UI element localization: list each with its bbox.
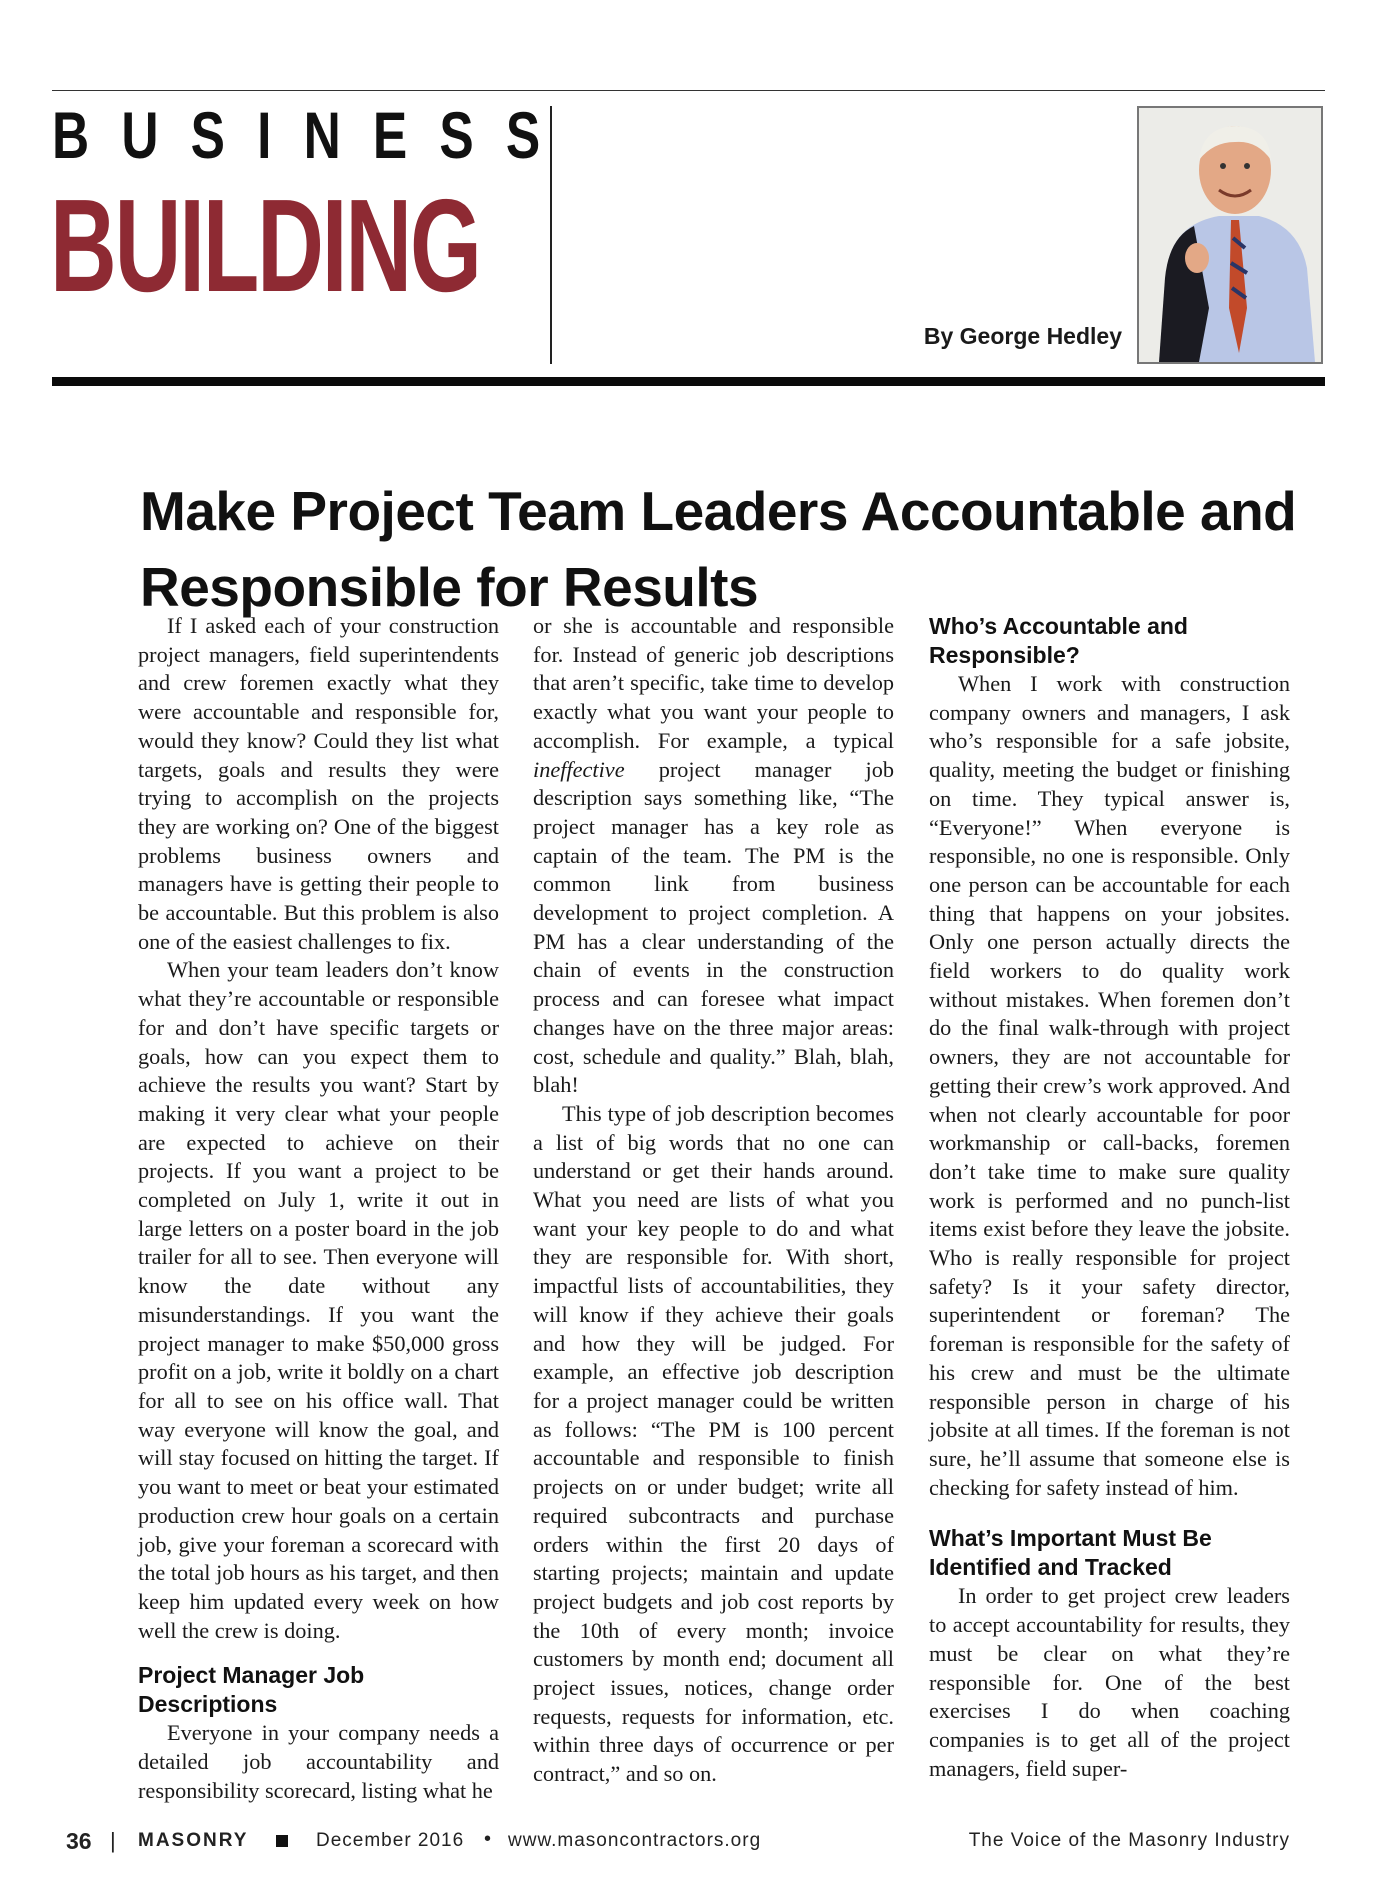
footer-separator: | [110,1828,116,1853]
section-label-building: BUILDING [50,172,480,319]
footer-bullet: • [484,1828,492,1850]
paragraph [533,612,894,1100]
footer-tagline: The Voice of the Masonry Industry [968,1830,1290,1851]
brand-letter: B [52,98,90,172]
page-footer [66,1828,1290,1858]
magazine-name: MASONRY [138,1830,249,1851]
subheading-pm-job-descriptions: Project Manager Job Descriptions [138,1662,365,1718]
paragraph: In order to get project crew leaders to accept accountability for results, they must be clear on what they’re responsible for. One of the best exercises I do when coaching companies is to get all of the project managers, field super- [929,1583,1290,1781]
author-byline: By George Hedley [923,323,1122,349]
issue-date: December 2016 [316,1830,465,1851]
author-portrait-icon [1137,106,1323,364]
brand-letter: S [505,98,541,172]
brand-letter: N [303,98,341,172]
subheading-whats-important: What’s Important Must Be Identified and Tracked [929,1525,1212,1581]
website-link[interactable]: www.masoncontractors.org [508,1830,762,1851]
section-label-business [52,98,541,172]
emphasis-ineffective: ineffective [533,756,625,782]
paragraph: Everyone in your company needs a detailed job accountability and responsibility scorecard, listing what he [138,1720,499,1803]
column-3 [929,612,1290,1783]
paragraph: If I asked each of your construction project managers, field superintendents and crew foremen exactly what they were accountable and responsible for, would they know? Could they list what targets, goals and results they were trying to accomplish on the projects they are working on? One of the biggest problems business owners and managers have is getting their people to be accountable. But this problem is also one of the easiest challenges to fix. [138,613,499,954]
text-run: or she is accountable and responsible for. Instead of generic job descriptions that aren’t specific, take time to develop exactly what you want your people to accomplish. For example, a typical [533,613,894,753]
header-divider [550,106,552,364]
subheading-whos-accountable: Who’s Accountable and Responsible? [929,613,1188,668]
column-1 [138,612,499,1805]
square-bullet-icon [276,1835,288,1847]
brand-letter: E [372,98,408,172]
paragraph: This type of job description becomes a list of big words that no one can understand or get their hands around. What you need are lists of what you want your key people to do and what they are responsible for. With short, impactful lists of accountabilities, they will know if they achieve their goals and how they will be judged. For example, an effective job description for a project manager could be written as follows: “The PM is 100 percent accountable and responsible to finish projects on or under budget; write all required subcontracts and purchase orders within the first 20 days of starting projects; maintain and update project budgets and job cost reports by the 10th of every month; invoice customers by month end; document all project issues, notices, change order requests, requests for information, etc. within three days of occurrence or per contract,” and so on. [533,1100,894,1787]
brand-letter: U [121,98,159,172]
page-number: 36 [66,1828,92,1854]
paragraph: When I work with construction company owners and managers, I ask who’s responsible for a safe jobsite, quality, meeting the budget or finishing on time. They typical answer is, “Everyone!” When everyone is responsible, no one is responsible. Only one person can be accountable for each thing that happens on your jobsites. Only one person actually directs the field workers to do quality work without mistakes. When foremen don’t do the final walk-through with project owners, they are not accountable for getting their crew’s work approved. And when not clearly accountable for poor workmanship or call-backs, foremen don’t take time to make sure quality work is performed and no punch-list items exist before they leave the jobsite. Who is really responsible for project safety? Is it your safety director, superintendent or foreman? The foreman is responsible for the safety of his crew and must be the ultimate responsible person in charge of his jobsite at all times. If the foreman is not sure, he’ll assume that someone else is checking for safety instead of him. [929,671,1290,1500]
portrait-illustration [1139,108,1321,362]
paragraph: When your team leaders don’t know what they’re accountable or responsible for and don’t have specific targets or goals, how can you expect them to achieve the results you want? Start by making it very clear what your people are expected to achieve on their projects. If you want a project to be completed on July 1, write it out in large letters on a poster board in the job trailer for all to see. Then everyone will know the date without any misunderstandings. If you want the project manager to make $50,000 gross profit on a job, write it boldly on a chart for all to see on his office wall. That way everyone will know the goal, and will stay focused on hitting the target. If you want to meet or beat your estimated production crew hour goals on a certain job, give your foreman a scorecard with the total job hours as his target, and then keep him updated every week on how well the crew is doing. [138,957,499,1643]
brand-letter: I [257,98,272,172]
brand-letter: S [190,98,225,172]
article-title: Make Project Team Leaders Accountable and Responsible for Results [140,479,1297,618]
column-2 [533,612,894,1789]
header-heavy-rule [52,377,1325,386]
text-run: project manager job description says something like, “The project manager has a key role as captain of the team. The PM is the common link from business development to project completion. A PM has a clear understanding of the chain of events in the construction process and can foresee what impact changes have on the three major areas: cost, schedule and quality.” Blah, blah, blah! [533,756,894,1098]
top-rule [52,90,1325,91]
brand-letter: S [439,98,474,172]
